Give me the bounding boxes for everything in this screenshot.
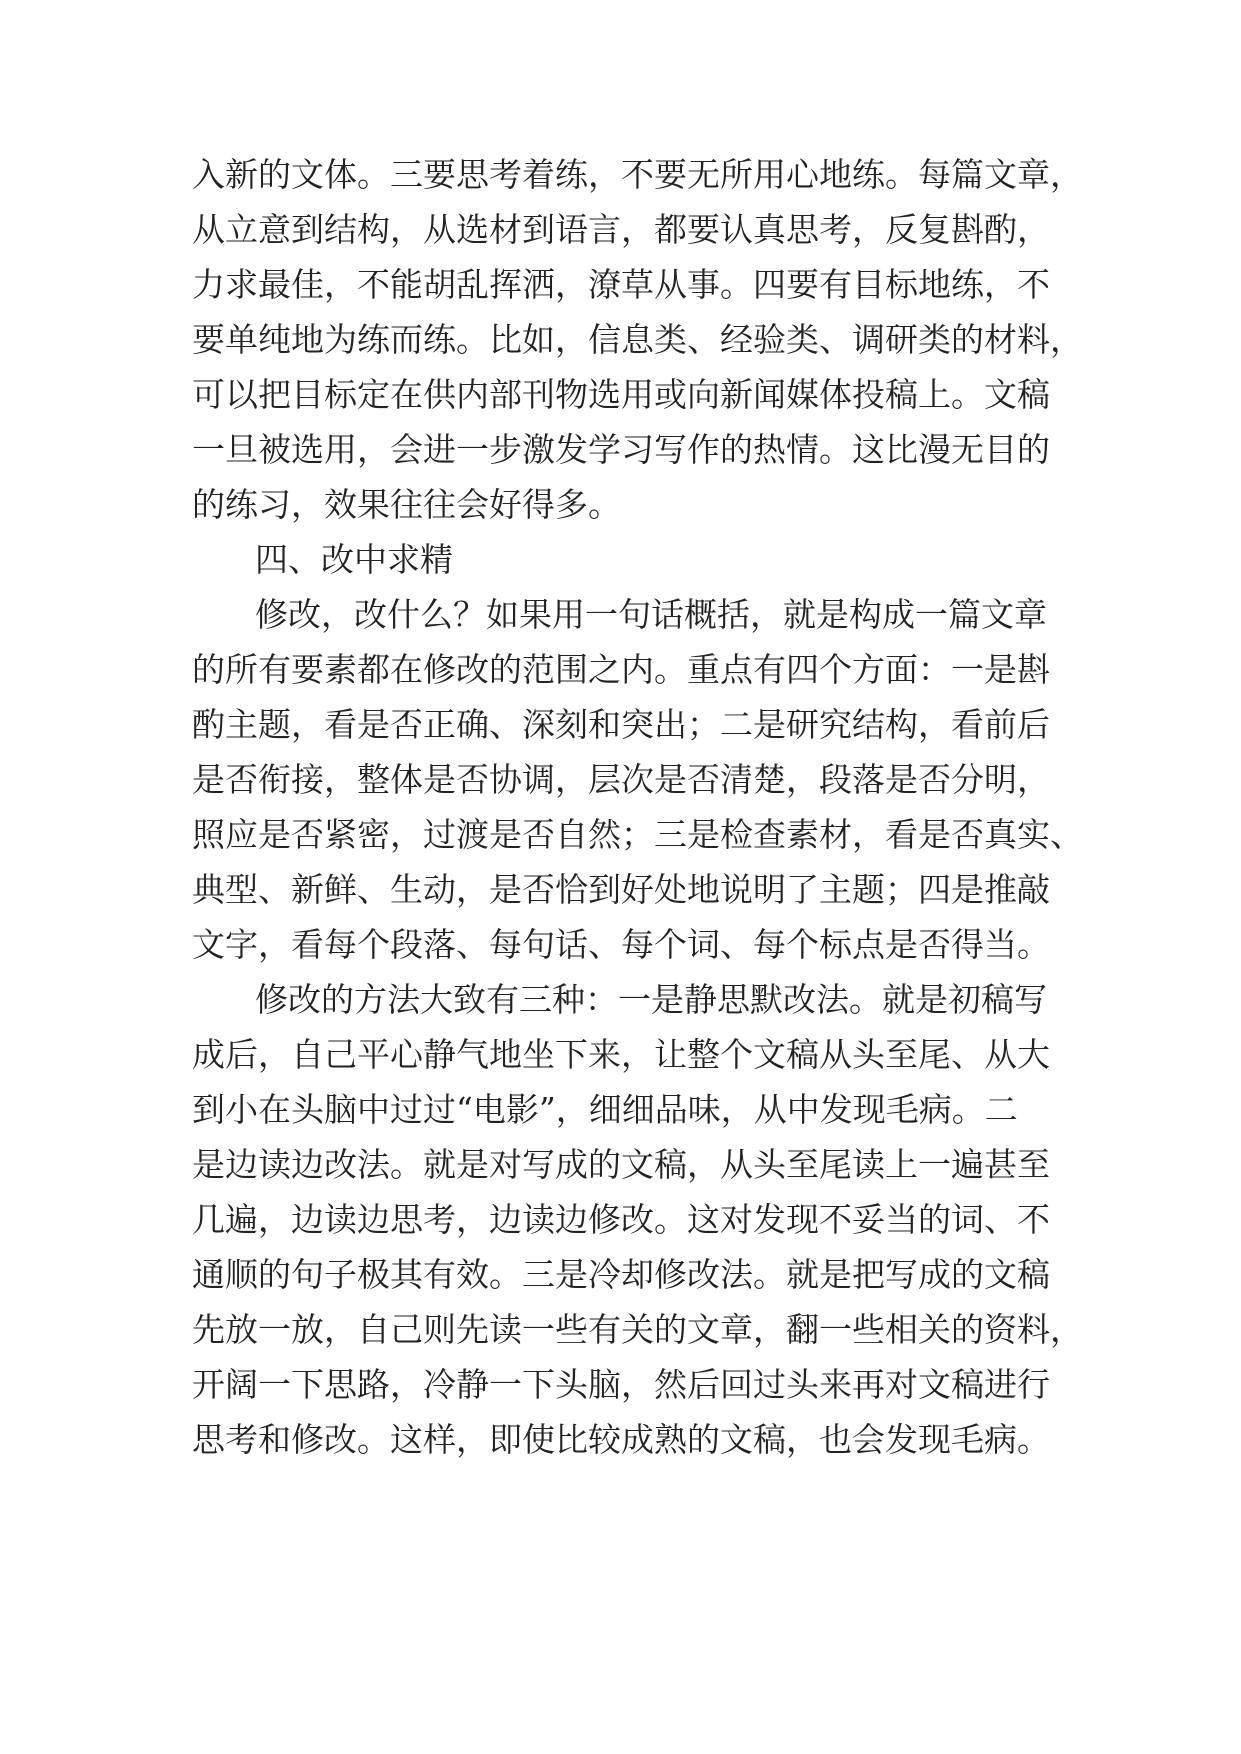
text-line: 照应是否紧密，过渡是否自然；三是检查素材，看是否真实、: [192, 815, 1083, 854]
text-line: 文字，看每个段落、每句话、每个词、每个标点是否得当。: [192, 925, 1050, 964]
section-heading: 四、改中求精: [255, 540, 453, 579]
text-line: 可以把目标定在供内部刊物选用或向新闻媒体投稿上。文稿: [192, 375, 1050, 414]
text-line: 的所有要素都在修改的范围之内。重点有四个方面：一是斟: [192, 650, 1050, 689]
text-line: 酌主题，看是否正确、深刻和突出；二是研究结构，看前后: [192, 705, 1050, 744]
text-line: 典型、新鲜、生动，是否恰到好处地说明了主题；四是推敲: [192, 870, 1050, 909]
text-line: 修改，改什么？如果用一句话概括，就是构成一篇文章: [255, 595, 1047, 634]
text-line: 先放一放，自己则先读一些有关的文章，翻一些相关的资料，: [192, 1310, 1083, 1349]
text-line: 是否衔接，整体是否协调，层次是否清楚，段落是否分明，: [192, 760, 1050, 799]
text-line: 成后，自己平心静气地坐下来，让整个文稿从头至尾、从大: [192, 1035, 1050, 1074]
text-line: 入新的文体。三要思考着练，不要无所用心地练。每篇文章，: [192, 155, 1083, 194]
text-line: 几遍，边读边思考，边读边修改。这对发现不妥当的词、不: [192, 1200, 1050, 1239]
text-line: 力求最佳，不能胡乱挥洒，潦草从事。四要有目标地练，不: [192, 265, 1050, 304]
text-line: 要单纯地为练而练。比如，信息类、经验类、调研类的材料，: [192, 320, 1083, 359]
text-line: 的练习，效果往往会好得多。: [192, 485, 621, 524]
text-line: 一旦被选用，会进一步激发学习写作的热情。这比漫无目的: [192, 430, 1050, 469]
text-line: 思考和修改。这样，即使比较成熟的文稿，也会发现毛病。: [192, 1420, 1050, 1459]
text-line: 到小在头脑中过过“电影”，细细品味，从中发现毛病。二: [192, 1090, 1018, 1129]
text-line: 是边读边改法。就是对写成的文稿，从头至尾读上一遍甚至: [192, 1145, 1050, 1184]
text-line: 通顺的句子极其有效。三是冷却修改法。就是把写成的文稿: [192, 1255, 1050, 1294]
text-line: 开阔一下思路，冷静一下头脑，然后回过头来再对文稿进行: [192, 1365, 1050, 1404]
text-line: 修改的方法大致有三种：一是静思默改法。就是初稿写: [255, 980, 1047, 1019]
text-line: 从立意到结构，从选材到语言，都要认真思考，反复斟酌，: [192, 210, 1050, 249]
